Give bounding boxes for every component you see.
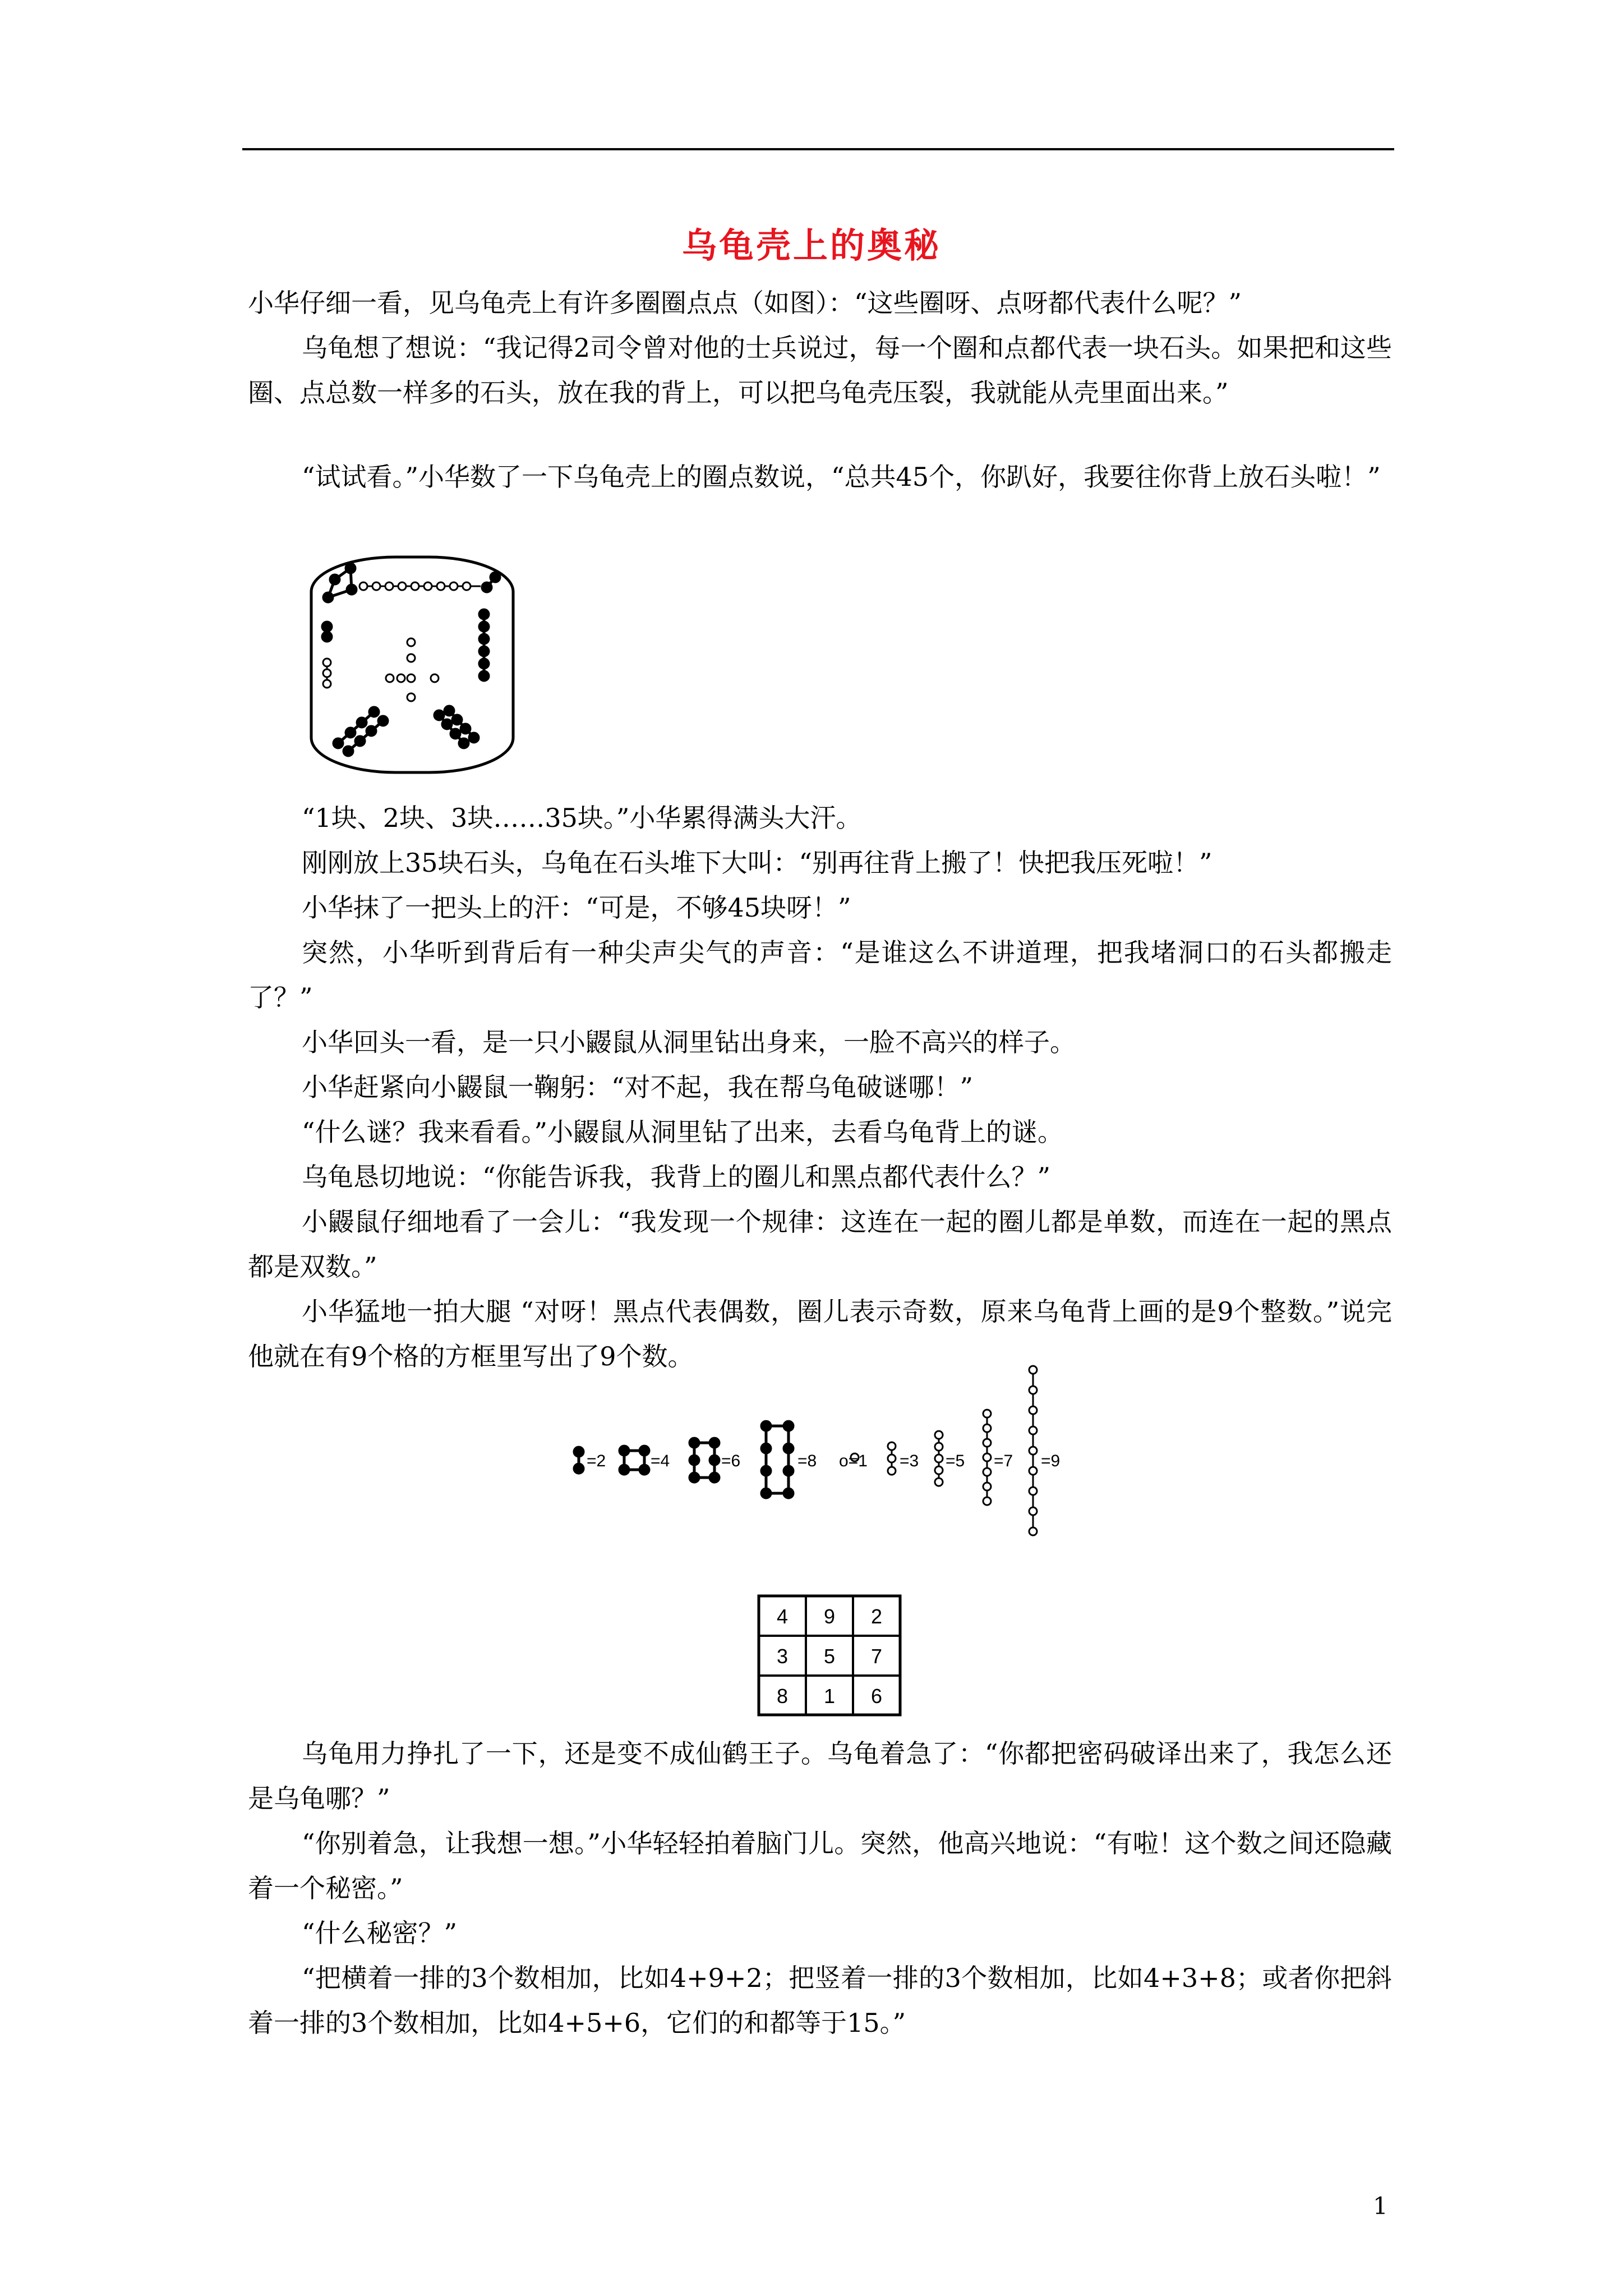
label-8: =8	[797, 1452, 817, 1470]
number-dots-figure	[566, 1363, 1094, 1571]
paragraph-11: 乌龟恳切地说：“你能告诉我，我背上的圈儿和黑点都代表什么？”	[302, 1162, 1051, 1192]
paragraph-8: 小华回头一看，是一只小鼹鼠从洞里钻出身来，一脸不高兴的样子。	[302, 1027, 1076, 1057]
magic-cell: 2	[870, 1605, 883, 1628]
page-number: 1	[1373, 2192, 1388, 2220]
paragraph-13: 小华猛地一拍大腿 “对呀！黑点代表偶数，圈儿表示奇数，原来乌龟背上画的是9个整数。”说完他就在有9个格的方框里写出了9个数。	[248, 1296, 1392, 1372]
magic-cell: 5	[823, 1645, 836, 1668]
page-title: 乌龟壳上的奥秘	[681, 225, 941, 266]
header-rule	[242, 148, 1394, 150]
label-6: =6	[721, 1452, 741, 1470]
magic-cell: 1	[823, 1685, 836, 1708]
label-4: =4	[651, 1452, 670, 1470]
magic-cell: 4	[776, 1605, 789, 1628]
turtle-shell-figure	[306, 553, 519, 777]
magic-cell: 9	[823, 1605, 836, 1628]
paragraph-6: 小华抹了一把头上的汗：“可是，不够45块呀！”	[302, 892, 851, 923]
magic-cell: 6	[870, 1685, 883, 1708]
label-7: =7	[994, 1452, 1013, 1470]
magic-cell: 8	[776, 1685, 789, 1708]
label-9: =9	[1041, 1452, 1061, 1470]
label-2: =2	[587, 1452, 606, 1470]
label-5: =5	[946, 1452, 965, 1470]
magic-cell: 3	[776, 1645, 789, 1668]
paragraph-16: “什么秘密？”	[302, 1918, 458, 1948]
label-3: =3	[900, 1452, 919, 1470]
paragraph-2: 乌龟想了想说：“我记得2司令曾对他的士兵说过，每一个圈和点都代表一块石头。如果把和这些圈、点总数一样多的石头，放在我的背上，可以把乌龟壳压裂，我就能从壳里面出来。”	[248, 333, 1392, 408]
paragraph-17: “把横着一排的3个数相加，比如4+9+2；把竖着一排的3个数相加，比如4+3+8；或者你把斜着一排的3个数相加，比如4+5+6，它们的和都等于15。”	[248, 1963, 1392, 2038]
magic-cell: 7	[870, 1645, 883, 1668]
paragraph-9: 小华赶紧向小鼹鼠一鞠躬：“对不起，我在帮乌龟破谜哪！”	[302, 1072, 974, 1102]
label-1: o=1	[839, 1452, 868, 1470]
paragraph-7: 突然，小华听到背后有一种尖声尖气的声音：“是谁这么不讲道理，把我堵洞口的石头都搬走了？”	[248, 937, 1392, 1013]
magic-square	[757, 1594, 903, 1718]
open-circle-row	[359, 582, 481, 590]
paragraph-12: 小鼹鼠仔细地看了一会儿：“我发现一个规律：这连在一起的圈儿都是单数，而连在一起的黑点都是双数。”	[248, 1207, 1392, 1282]
paragraph-14: 乌龟用力挣扎了一下，还是变不成仙鹤王子。乌龟着急了：“你都把密码破译出来了，我怎么还是乌龟哪？”	[248, 1738, 1392, 1814]
paragraph-15: “你别着急，让我想一想。”小华轻轻拍着脑门儿。突然，他高兴地说：“有啦！这个数之间还隐藏着一个秘密。”	[248, 1828, 1392, 1903]
paragraph-1: 小华仔细一看，见乌龟壳上有许多圈圈点点（如图）：“这些圈呀、点呀都代表什么呢？”	[248, 288, 1242, 318]
paragraph-3: “试试看。”小华数了一下乌龟壳上的圈点数说，“总共45个，你趴好，我要往你背上放石头啦！”	[302, 462, 1381, 492]
paragraph-10: “什么谜？我来看看。”小鼹鼠从洞里钻了出来，去看乌龟背上的谜。	[302, 1117, 1064, 1147]
paragraph-4: “1块、2块、3块……35块。”小华累得满头大汗。	[302, 803, 862, 833]
paragraph-5: 刚刚放上35块石头，乌龟在石头堆下大叫：“别再往背上搬了！快把我压死啦！”	[302, 848, 1212, 878]
